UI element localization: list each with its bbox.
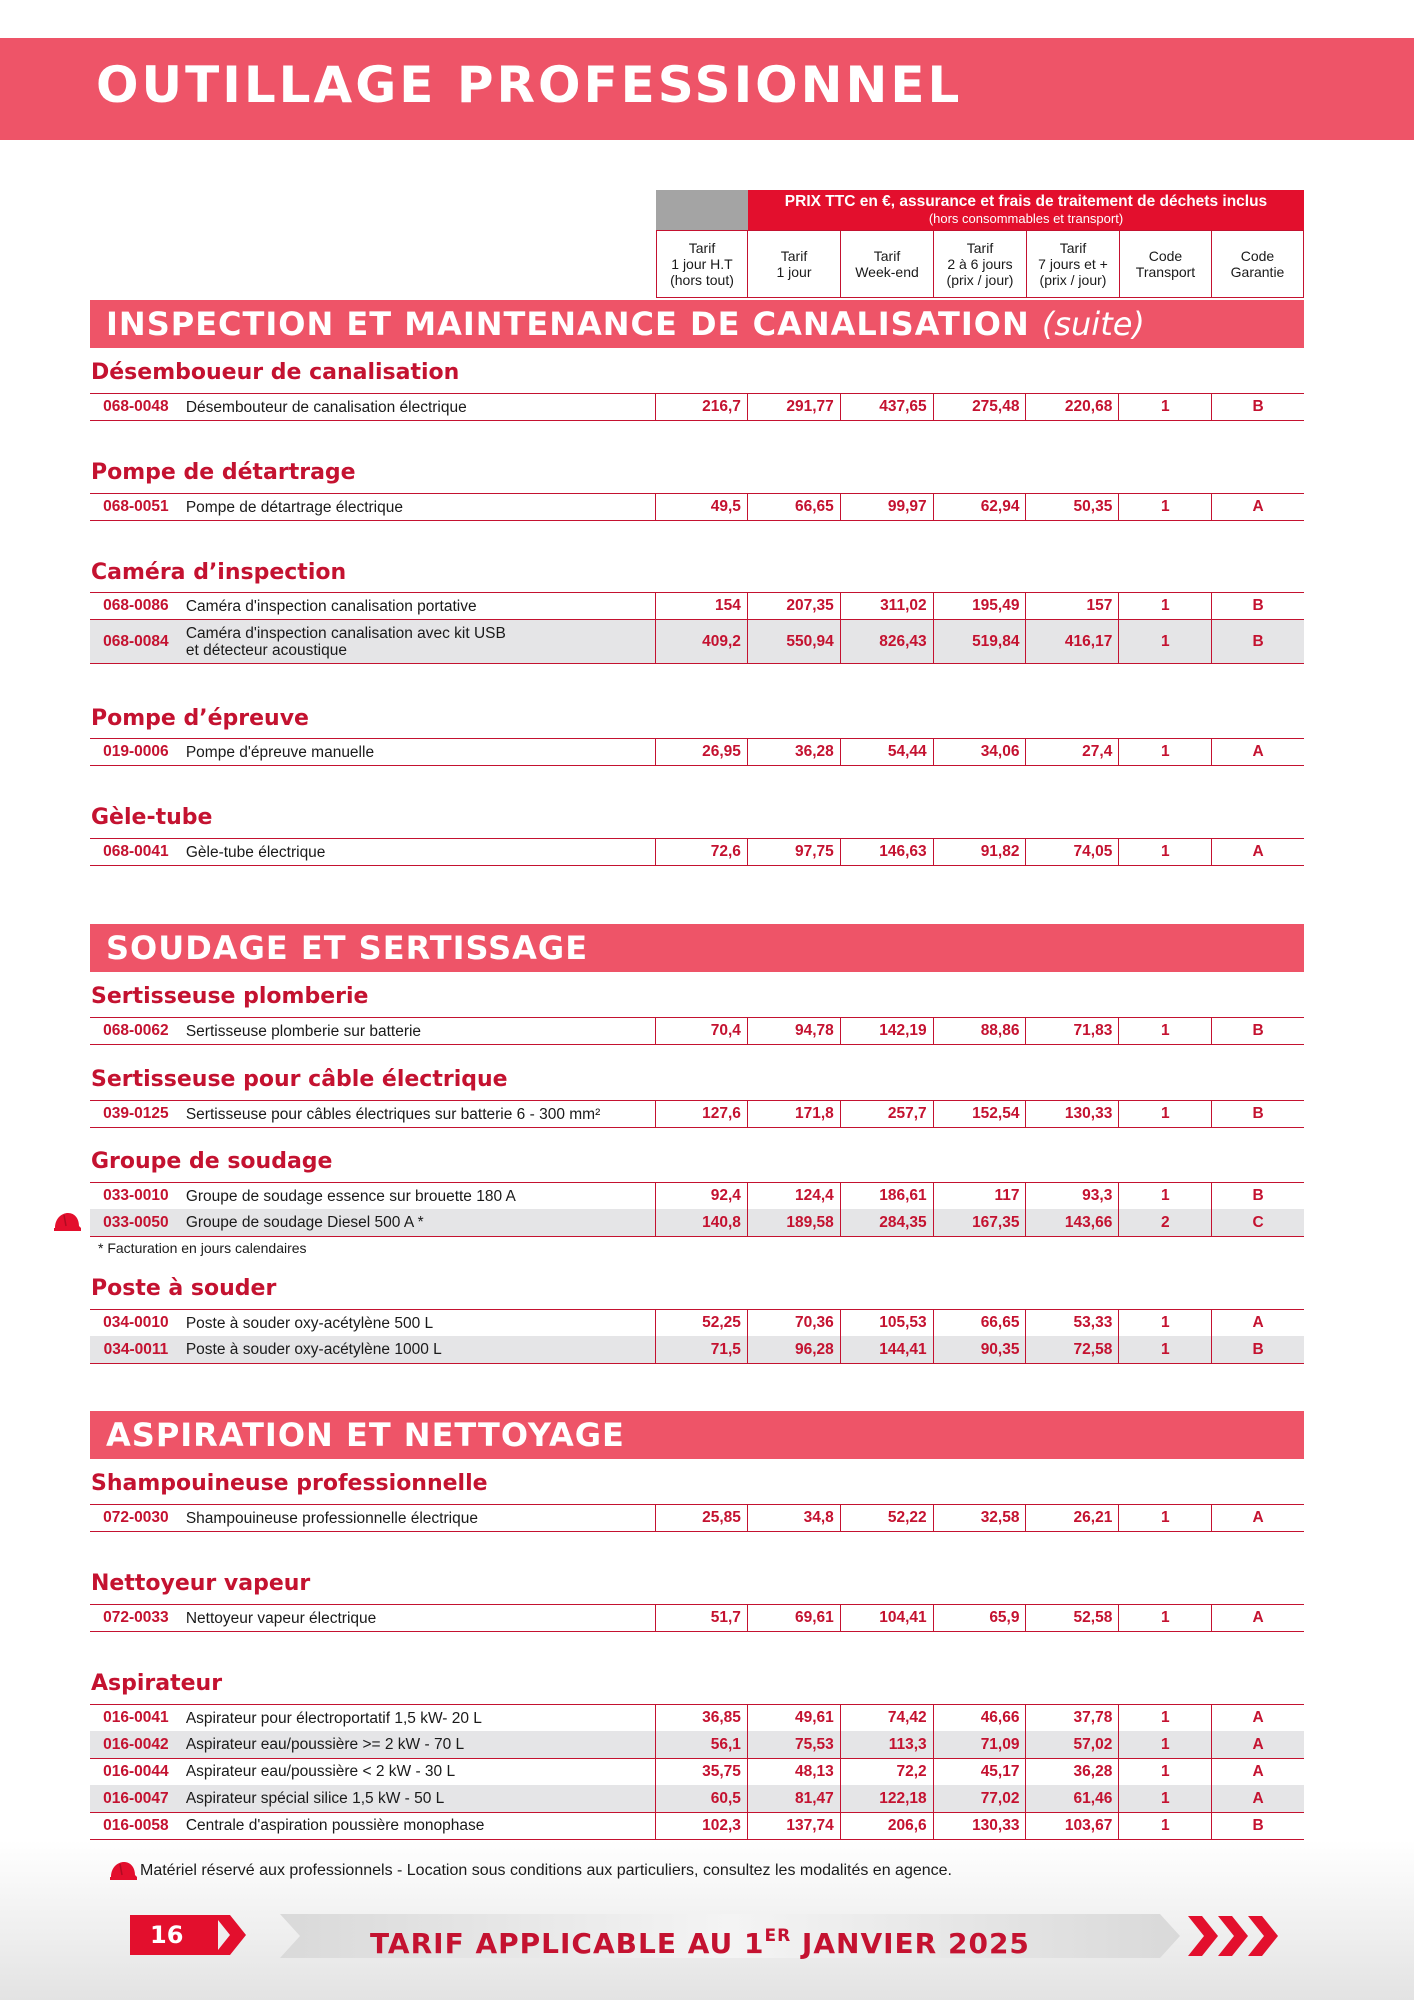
price-ht-1-day: 409,2 [655, 620, 747, 663]
price-7-days-plus: 72,58 [1025, 1336, 1118, 1363]
transport-code: 1 [1118, 1336, 1211, 1363]
table-row [90, 393, 1304, 421]
product-description: Poste à souder oxy-acétylène 1000 L [185, 1341, 442, 1358]
subhead-nettoyeur: Nettoyeur vapeur [91, 1571, 311, 1596]
transport-code: 1 [1118, 1018, 1211, 1044]
tarif-text-sup: ER [764, 1926, 792, 1946]
subhead-sertisseuse-plomberie: Sertisseuse plomberie [91, 984, 369, 1009]
price-2-6-days: 117 [933, 1183, 1026, 1209]
guarantee-code: A [1211, 1785, 1304, 1812]
product-code: 034-0011 [103, 1340, 169, 1358]
price-weekend: 257,7 [840, 1101, 933, 1127]
price-1-day: 75,53 [747, 1731, 840, 1758]
price-2-6-days: 32,58 [933, 1505, 1026, 1531]
product-description: Désembouteur de canalisation électrique [185, 398, 467, 416]
product-code: 072-0030 [103, 1509, 169, 1526]
col-header-1jour: Tarif 1 jour [748, 230, 841, 298]
table-row [90, 1100, 1304, 1128]
price-ht-1-day: 70,4 [655, 1018, 747, 1044]
price-7-days-plus: 74,05 [1025, 839, 1118, 865]
col-header-transport: Code Transport [1120, 230, 1212, 298]
product-code: 016-0058 [103, 1816, 169, 1834]
price-2-6-days: 88,86 [933, 1018, 1026, 1044]
price-1-day: 49,61 [747, 1705, 840, 1731]
price-7-days-plus: 53,33 [1025, 1310, 1118, 1336]
price-2-6-days: 519,84 [933, 620, 1026, 663]
price-7-days-plus: 27,4 [1025, 739, 1118, 765]
price-7-days-plus: 220,68 [1025, 394, 1118, 420]
table-row [90, 1604, 1304, 1632]
transport-code: 1 [1118, 620, 1211, 663]
product-code: 068-0048 [103, 398, 169, 415]
price-ht-1-day: 154 [655, 593, 747, 619]
price-7-days-plus: 416,17 [1025, 620, 1118, 663]
price-weekend: 146,63 [840, 839, 933, 865]
price-2-6-days: 46,66 [933, 1705, 1026, 1731]
price-1-day: 70,36 [747, 1310, 840, 1336]
product-description: Aspirateur pour électroportatif 1,5 kW- 20 L [185, 1709, 482, 1727]
product-code: 068-0062 [103, 1022, 169, 1039]
price-2-6-days: 90,35 [933, 1336, 1026, 1363]
price-weekend: 105,53 [840, 1310, 933, 1336]
subhead-shampouineuse: Shampouineuse professionnelle [91, 1471, 488, 1496]
price-1-day: 171,8 [747, 1101, 840, 1127]
price-7-days-plus: 143,66 [1025, 1209, 1118, 1236]
title-bar [0, 38, 1414, 140]
tarif-text-before: TARIF APPLICABLE AU 1 [370, 1927, 765, 1960]
transport-code: 1 [1118, 494, 1211, 520]
price-ht-1-day: 72,6 [655, 839, 747, 865]
price-weekend: 144,41 [840, 1336, 933, 1363]
price-ht-1-day: 102,3 [655, 1812, 747, 1839]
price-2-6-days: 65,9 [933, 1605, 1026, 1631]
ht-header-cap [656, 190, 748, 230]
price-ht-1-day: 60,5 [655, 1785, 747, 1812]
product-code: 019-0006 [103, 743, 169, 760]
price-ht-1-day: 26,95 [655, 739, 747, 765]
transport-code: 1 [1118, 1605, 1211, 1631]
subhead-poste-souder: Poste à souder [91, 1276, 277, 1301]
product-code: 068-0041 [103, 843, 169, 860]
col-header-ht: Tarif 1 jour H.T (hors tout) [656, 230, 748, 298]
table-row [90, 620, 1304, 664]
price-1-day: 97,75 [747, 839, 840, 865]
price-1-day: 66,65 [747, 494, 840, 520]
product-description: Gèle-tube électrique [185, 843, 326, 861]
col-header-weekend: Tarif Week-end [841, 230, 934, 298]
price-header-line2: (hors consommables et transport) [928, 211, 1124, 226]
transport-code: 1 [1118, 839, 1211, 865]
product-code: 033-0050 [103, 1213, 169, 1231]
price-weekend: 72,2 [840, 1758, 933, 1785]
section-suffix: (suite) [1041, 305, 1145, 343]
price-weekend: 311,02 [840, 593, 933, 619]
price-1-day: 81,47 [747, 1785, 840, 1812]
section-inspection [90, 300, 1304, 348]
section-title: INSPECTION ET MAINTENANCE DE CANALISATION [106, 305, 1030, 343]
transport-code: 1 [1118, 1705, 1211, 1731]
subhead-pompe-detartrage: Pompe de détartrage [91, 460, 356, 485]
price-7-days-plus: 52,58 [1025, 1605, 1118, 1631]
guarantee-code: A [1211, 1605, 1304, 1631]
product-description: Aspirateur eau/poussière < 2 kW - 30 L [185, 1763, 456, 1780]
price-7-days-plus: 26,21 [1025, 1505, 1118, 1531]
guarantee-code: A [1211, 839, 1304, 865]
price-7-days-plus: 71,83 [1025, 1018, 1118, 1044]
table-row [90, 1731, 1304, 1759]
price-weekend: 142,19 [840, 1018, 933, 1044]
price-ht-1-day: 52,25 [655, 1310, 747, 1336]
professional-helmet-icon [108, 1861, 138, 1883]
transport-code: 1 [1118, 1183, 1211, 1209]
transport-code: 1 [1118, 394, 1211, 420]
product-description: Poste à souder oxy-acétylène 500 L [185, 1314, 434, 1332]
product-code: 039-0125 [103, 1105, 169, 1122]
price-7-days-plus: 37,78 [1025, 1705, 1118, 1731]
price-ht-1-day: 36,85 [655, 1705, 747, 1731]
guarantee-code: A [1211, 739, 1304, 765]
tarif-text-after: JANVIER 2025 [791, 1927, 1030, 1960]
price-1-day: 48,13 [747, 1758, 840, 1785]
section-title: SOUDAGE ET SERTISSAGE [106, 929, 589, 967]
price-1-day: 96,28 [747, 1336, 840, 1363]
product-description: Shampouineuse professionnelle électrique [185, 1509, 478, 1527]
product-description: Caméra d'inspection canalisation avec kit USB et détecteur acoustique [185, 624, 506, 659]
product-description: Pompe de détartrage électrique [185, 498, 403, 516]
product-code: 016-0044 [103, 1762, 169, 1780]
chevron-right-icon [214, 1915, 248, 1955]
guarantee-code: C [1211, 1209, 1304, 1236]
subhead-camera: Caméra d’inspection [91, 560, 347, 585]
guarantee-code: A [1211, 1705, 1304, 1731]
price-ht-1-day: 71,5 [655, 1336, 747, 1363]
transport-code: 2 [1118, 1209, 1211, 1236]
product-code: 033-0010 [103, 1187, 169, 1204]
product-code: 072-0033 [103, 1609, 169, 1626]
price-2-6-days: 45,17 [933, 1758, 1026, 1785]
price-ht-1-day: 35,75 [655, 1758, 747, 1785]
price-1-day: 291,77 [747, 394, 840, 420]
guarantee-code: B [1211, 593, 1304, 619]
price-weekend: 186,61 [840, 1183, 933, 1209]
guarantee-code: B [1211, 394, 1304, 420]
price-2-6-days: 34,06 [933, 739, 1026, 765]
table-row [90, 1017, 1304, 1045]
product-description: Groupe de soudage essence sur brouette 180 A [185, 1187, 516, 1205]
column-headers [656, 190, 1304, 298]
price-ht-1-day: 51,7 [655, 1605, 747, 1631]
transport-code: 1 [1118, 1731, 1211, 1758]
price-7-days-plus: 50,35 [1025, 494, 1118, 520]
product-description: Caméra d'inspection canalisation portative [185, 597, 477, 615]
price-1-day: 207,35 [747, 593, 840, 619]
transport-code: 1 [1118, 1785, 1211, 1812]
table-row [90, 1704, 1304, 1732]
price-ht-1-day: 140,8 [655, 1209, 747, 1236]
price-1-day: 137,74 [747, 1812, 840, 1839]
transport-code: 1 [1118, 1310, 1211, 1336]
product-description: Aspirateur spécial silice 1,5 kW - 50 L [185, 1790, 445, 1807]
subhead-pompe-epreuve: Pompe d’épreuve [91, 706, 309, 731]
table-row [90, 1504, 1304, 1532]
transport-code: 1 [1118, 1101, 1211, 1127]
table-row [90, 1812, 1304, 1840]
page-number: 16 [130, 1915, 218, 1955]
price-7-days-plus: 36,28 [1025, 1758, 1118, 1785]
table-row [90, 1758, 1304, 1786]
transport-code: 1 [1118, 1812, 1211, 1839]
product-description: Sertisseuse plomberie sur batterie [185, 1022, 422, 1040]
price-7-days-plus: 57,02 [1025, 1731, 1118, 1758]
col-header-7plus: Tarif 7 jours et + (prix / jour) [1027, 230, 1120, 298]
product-description: Aspirateur eau/poussière >= 2 kW - 70 L [185, 1736, 465, 1753]
guarantee-code: B [1211, 1101, 1304, 1127]
guarantee-code: A [1211, 1310, 1304, 1336]
product-code: 016-0047 [103, 1789, 169, 1807]
price-header-line1: PRIX TTC en €, assurance et frais de traitement de déchets inclus [784, 193, 1268, 210]
price-2-6-days: 77,02 [933, 1785, 1026, 1812]
product-description: Pompe d'épreuve manuelle [185, 743, 375, 761]
table-row [90, 493, 1304, 521]
price-weekend: 284,35 [840, 1209, 933, 1236]
guarantee-code: A [1211, 1758, 1304, 1785]
price-7-days-plus: 61,46 [1025, 1785, 1118, 1812]
subhead-sertisseuse-cable: Sertisseuse pour câble électrique [91, 1067, 508, 1092]
guarantee-code: B [1211, 620, 1304, 663]
price-2-6-days: 152,54 [933, 1101, 1026, 1127]
triple-chevron-icon [1188, 1914, 1288, 1958]
price-ht-1-day: 49,5 [655, 494, 747, 520]
table-row [90, 592, 1304, 620]
price-weekend: 104,41 [840, 1605, 933, 1631]
price-1-day: 124,4 [747, 1183, 840, 1209]
product-description: Groupe de soudage Diesel 500 A * [185, 1214, 424, 1231]
price-weekend: 437,65 [840, 394, 933, 420]
price-2-6-days: 195,49 [933, 593, 1026, 619]
column-header-row [656, 230, 1304, 298]
price-ht-1-day: 216,7 [655, 394, 747, 420]
guarantee-code: A [1211, 1731, 1304, 1758]
table-row [90, 1182, 1304, 1210]
product-description: Centrale d'aspiration poussière monophase [185, 1817, 485, 1834]
price-ht-1-day: 56,1 [655, 1731, 747, 1758]
price-1-day: 69,61 [747, 1605, 840, 1631]
product-code: 016-0041 [103, 1709, 169, 1726]
price-weekend: 54,44 [840, 739, 933, 765]
table-row [90, 1209, 1304, 1237]
price-ht-1-day: 92,4 [655, 1183, 747, 1209]
price-2-6-days: 66,65 [933, 1310, 1026, 1336]
product-code: 016-0042 [103, 1735, 169, 1753]
price-2-6-days: 275,48 [933, 394, 1026, 420]
price-2-6-days: 71,09 [933, 1731, 1026, 1758]
product-description: Nettoyeur vapeur électrique [185, 1609, 377, 1627]
transport-code: 1 [1118, 739, 1211, 765]
page-title: OUTILLAGE PROFESSIONNEL [96, 56, 963, 114]
professional-only-note: Matériel réservé aux professionnels - Location sous conditions aux particuliers, consultez les modalités en agence. [140, 1862, 952, 1879]
price-weekend: 122,18 [840, 1785, 933, 1812]
price-2-6-days: 62,94 [933, 494, 1026, 520]
price-1-day: 94,78 [747, 1018, 840, 1044]
subhead-groupe-soudage: Groupe de soudage [91, 1149, 333, 1174]
price-weekend: 99,97 [840, 494, 933, 520]
transport-code: 1 [1118, 593, 1211, 619]
table-row [90, 1785, 1304, 1813]
price-weekend: 826,43 [840, 620, 933, 663]
price-ht-1-day: 127,6 [655, 1101, 747, 1127]
guarantee-code: B [1211, 1812, 1304, 1839]
price-1-day: 36,28 [747, 739, 840, 765]
transport-code: 1 [1118, 1505, 1211, 1531]
price-1-day: 34,8 [747, 1505, 840, 1531]
col-header-garantie: Code Garantie [1212, 230, 1304, 298]
product-code: 068-0086 [103, 597, 169, 614]
col-header-2a6: Tarif 2 à 6 jours (prix / jour) [934, 230, 1027, 298]
product-code: 068-0051 [103, 498, 169, 515]
guarantee-code: A [1211, 494, 1304, 520]
price-ht-1-day: 25,85 [655, 1505, 747, 1531]
product-description: Sertisseuse pour câbles électriques sur batterie 6 - 300 mm² [185, 1105, 601, 1123]
price-1-day: 189,58 [747, 1209, 840, 1236]
footnote-jours-calendaires: * Facturation en jours calendaires [98, 1240, 307, 1256]
section-aspiration [90, 1411, 1304, 1459]
tarif-applicable-banner [370, 1916, 1030, 1964]
price-weekend: 52,22 [840, 1505, 933, 1531]
subhead-gele-tube: Gèle-tube [91, 805, 213, 830]
section-soudage [90, 924, 1304, 972]
subhead-desemboueur: Désemboueur de canalisation [91, 360, 460, 385]
transport-code: 1 [1118, 1758, 1211, 1785]
price-2-6-days: 167,35 [933, 1209, 1026, 1236]
price-2-6-days: 91,82 [933, 839, 1026, 865]
section-title: ASPIRATION ET NETTOYAGE [106, 1416, 625, 1454]
price-weekend: 206,6 [840, 1812, 933, 1839]
table-row [90, 1309, 1304, 1337]
table-row [90, 1336, 1304, 1364]
table-row [90, 838, 1304, 866]
guarantee-code: B [1211, 1018, 1304, 1044]
price-7-days-plus: 103,67 [1025, 1812, 1118, 1839]
table-row [90, 738, 1304, 766]
price-1-day: 550,94 [747, 620, 840, 663]
guarantee-code: A [1211, 1505, 1304, 1531]
price-7-days-plus: 157 [1025, 593, 1118, 619]
price-7-days-plus: 130,33 [1025, 1101, 1118, 1127]
product-code: 068-0084 [103, 632, 169, 650]
price-weekend: 113,3 [840, 1731, 933, 1758]
price-7-days-plus: 93,3 [1025, 1183, 1118, 1209]
product-code: 034-0010 [103, 1314, 169, 1331]
subhead-aspirateur: Aspirateur [91, 1671, 223, 1696]
price-weekend: 74,42 [840, 1705, 933, 1731]
professional-helmet-icon [52, 1212, 82, 1234]
guarantee-code: B [1211, 1336, 1304, 1363]
price-2-6-days: 130,33 [933, 1812, 1026, 1839]
price-header [748, 190, 1304, 230]
guarantee-code: B [1211, 1183, 1304, 1209]
